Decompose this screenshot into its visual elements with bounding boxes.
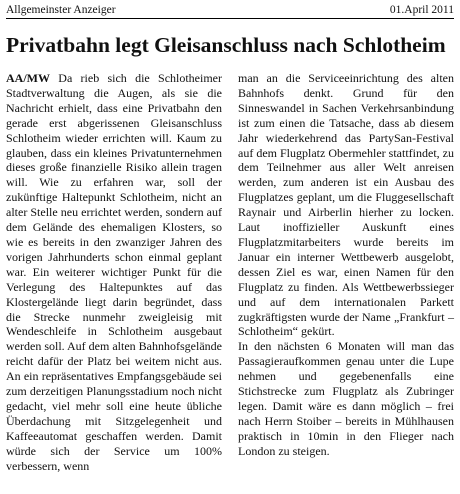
article-body: [6, 71, 454, 473]
article-headline: Privatbahn legt Gleisanschluss nach Schlotheim: [6, 33, 446, 57]
article-paragraph: In den nächsten 6 Monaten will man das Passagieraufkommen genau unter die Lupe nehmen und gegebenenfalls eine Stichstrecke zum Flugplatz als Zubringer legen. Damit wäre es dann möglich – frei nach Herrn Stoiber – bereits in Mühlhausen praktisch in 10min in den Flieger nach London zu steigen.: [238, 339, 454, 458]
article-paragraph: [6, 71, 222, 473]
author-tag: AA/MW: [6, 71, 50, 85]
paper-name: Allgemeinster Anzeiger: [6, 4, 116, 16]
article-column-right: [238, 71, 454, 473]
masthead: [6, 3, 454, 19]
issue-date: 01.April 2011: [389, 4, 454, 16]
column-left-text: Da rieb sich die Schlotheimer Stadtverwaltung die Augen, als sie die Nachricht erhielt, dass eine Privatbahn den gerade erst abgerissenen Gleisanschluss Schlotheim wieder errichten will. Kaum zu glauben, dass ein kleines Privatunternehmen dieses große finanzielle Risiko allein tragen will. Wie zu erfahren war, soll der zukünftige Haltepunkt Schlotheim, nicht an alter Stelle neu errichtet werden, sondern auf dem Gelände des ehemaligen Klosters, so wie es bereits in den zwanziger Jahren des vorigen Jahrhunderts schon einmal geplant war. Ein weiterer wichtiger Punkt für die Verlegung des Haltepunktes auf das Klostergelände liegt darin begründet, dass die Strecke nunmehr zweigleisig mit Wendeschleife in Schlotheim ausgebaut werden soll. Auf dem alten Bahnhofsgelände reicht dafür der Platz bei weitem nicht aus. An ein repräsentatives Empfangsgebäude sei zum derzeitigen Planungsstadium noch nicht gedacht, viel mehr soll eine heute übliche Überdachung mit Sitzgelegenheit und Kaffeeautomat geschaffen werden. Damit würde sich der Service um 100% verbessern, wenn: [6, 71, 222, 473]
article-paragraph: man an die Serviceeinrichtung des alten Bahnhofs denkt. Grund für den Sinneswandel in Sachen Verkehrsanbindung ist zum einen die Tatsache, dass ab diesem Jahr wiederkehrend das PartySan-Festival auf dem Flugplatz Obermehler stattfindet, zu dem Teilnehmer aus aller Welt anreisen werden, zum anderen ist ein Ausbau des Flugplatzes geplant, um die Fluggesellschaft Raynair und Airberlin hierher zu locken. Laut inoffizieller Auskunft eines Flugplatzmitarbeiters wurde bereits im Januar ein interner Wettbewerb ausgelobt, dessen Ziel es war, einen Namen für den Flugplatz zu finden. Als Wettbewerbssieger und auf dem internationalen Parkett zugkräftigsten wurde der Name „Frankfurt – Schlotheim“ gekürt.: [238, 71, 454, 339]
article-column-left: [6, 71, 222, 473]
